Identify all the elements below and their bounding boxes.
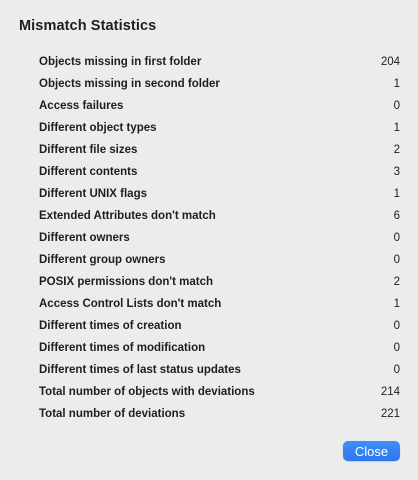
stat-value: 0 [393, 232, 400, 244]
close-button[interactable]: Close [343, 441, 400, 461]
stat-label: POSIX permissions don't match [39, 276, 213, 288]
stat-label: Different contents [39, 166, 138, 178]
stat-row-creation-times [39, 315, 400, 337]
stat-label: Total number of objects with deviations [39, 386, 255, 398]
statistics-list [39, 51, 400, 425]
stat-label: Different file sizes [39, 144, 138, 156]
stat-value: 1 [393, 122, 400, 134]
stat-label: Access Control Lists don't match [39, 298, 222, 310]
stat-value: 214 [380, 386, 400, 398]
stat-value: 221 [380, 408, 400, 420]
stat-row-extended-attributes [39, 205, 400, 227]
stat-row-contents [39, 161, 400, 183]
stat-value: 0 [393, 100, 400, 112]
stat-value: 0 [393, 320, 400, 332]
stat-label: Objects missing in first folder [39, 56, 202, 68]
stat-label: Objects missing in second folder [39, 78, 220, 90]
stat-label: Total number of deviations [39, 408, 186, 420]
stat-label: Different times of modification [39, 342, 206, 354]
stat-row-total-objects [39, 381, 400, 403]
stat-row-posix-permissions [39, 271, 400, 293]
stat-value: 204 [380, 56, 400, 68]
stat-value: 6 [393, 210, 400, 222]
stat-row-status-update-times [39, 359, 400, 381]
stat-label: Different object types [39, 122, 157, 134]
stat-label: Access failures [39, 100, 124, 112]
stat-label: Different UNIX flags [39, 188, 147, 200]
stat-label: Different times of last status updates [39, 364, 241, 376]
stat-value: 3 [393, 166, 400, 178]
stat-value: 0 [393, 254, 400, 266]
stat-row-access-control-lists [39, 293, 400, 315]
stat-value: 2 [393, 276, 400, 288]
stat-value: 1 [393, 298, 400, 310]
stat-label: Different group owners [39, 254, 166, 266]
stat-value: 1 [393, 188, 400, 200]
stat-row-group-owners [39, 249, 400, 271]
stat-value: 0 [393, 364, 400, 376]
stat-row-modification-times [39, 337, 400, 359]
stat-row-total-deviations [39, 403, 400, 425]
stat-row-access-failures [39, 95, 400, 117]
stat-label: Different owners [39, 232, 130, 244]
stat-row-owners [39, 227, 400, 249]
stat-label: Different times of creation [39, 320, 182, 332]
stat-row-missing-first [39, 51, 400, 73]
stat-value: 2 [393, 144, 400, 156]
dialog-title: Mismatch Statistics [19, 18, 157, 34]
stat-value: 0 [393, 342, 400, 354]
stat-value: 1 [393, 78, 400, 90]
stat-row-object-types [39, 117, 400, 139]
stat-row-unix-flags [39, 183, 400, 205]
stat-row-file-sizes [39, 139, 400, 161]
stat-row-missing-second [39, 73, 400, 95]
stat-label: Extended Attributes don't match [39, 210, 216, 222]
